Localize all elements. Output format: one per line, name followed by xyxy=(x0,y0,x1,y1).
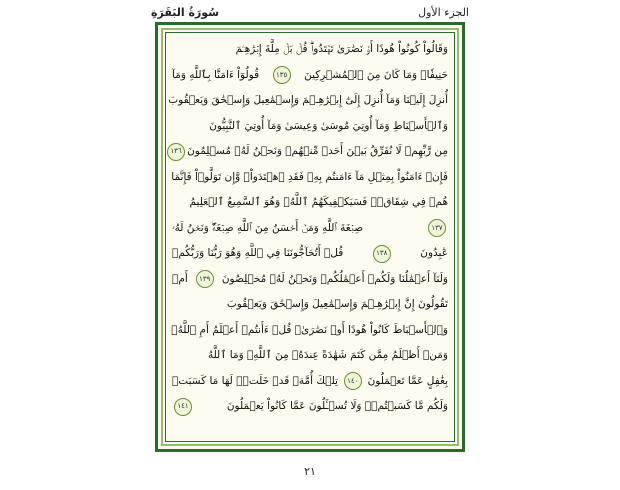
verse-text: وَلَنَآ أَعۡمَٰلُنَا وَلَكُمۡ أَعۡمَٰلُكُمۡ وَنَحۡنُ لَهُۥ مُخۡلِصُونَ xyxy=(221,272,448,285)
verse-text: فَإِنۡ ءَامَنُواْ بِمِثۡلِ مَآ ءَامَنتُم بِهِۦ فَقَدِ ٱهۡتَدَواْۖ وَّإِن تَوَلَّوۡاْ فَإِنَّمَا xyxy=(171,170,448,183)
verse-text-area xyxy=(168,37,448,439)
verse-line xyxy=(172,267,448,293)
verse-text: أُنزِلَ إِلَيۡنَا وَمَآ أُنزِلَ إِلَىٰٓ إِبۡرَٰهِـۧمَ وَإِسۡمَٰعِيلَ وَإِسۡحَٰقَ وَيَعۡقُوبَ xyxy=(168,94,448,106)
verse-text: تِلۡكَ أُمَّةٞ قَدۡ خَلَتۡۖ لَهَا مَا كَسَبَتۡ xyxy=(172,374,338,387)
verse-text: وَٱلۡأَسۡبَاطِ وَمَآ أُوتِيَ مُوسَىٰ وَعِيسَىٰ وَمَآ أُوتِيَ ٱلنَّبِيُّونَ xyxy=(209,119,448,132)
verse-line xyxy=(172,343,448,369)
ayah-number-marker: ١٤٠ xyxy=(344,372,362,390)
verse-text: تَقُولُونَ إِنَّ إِبۡرَٰهِـۧمَ وَإِسۡمَٰعِيلَ وَإِسۡحَٰقَ وَيَعۡقُوبَ xyxy=(226,298,448,310)
page-header xyxy=(145,2,475,22)
verse-text: أَمۡ xyxy=(172,272,188,285)
verse-line xyxy=(172,318,448,344)
verse-line xyxy=(172,165,448,191)
verse-line xyxy=(172,114,448,140)
verse-text: صِبۡغَةَ ٱللَّهِ وَمَنۡ أَحۡسَنُ مِنَ ٱللَّهِ صِبۡغَةٗۖ وَنَحۡنُ لَهُۥ xyxy=(172,221,364,234)
verse-line xyxy=(172,216,448,242)
verse-text: هُمۡ فِي شِقَاقٖۖ فَسَيَكۡفِيكَهُمُ ٱللَّهُۚ وَهُوَ ٱلسَّمِيعُ ٱلۡعَلِيمُ xyxy=(189,196,448,208)
verse-text: عَٰبِدُونَ xyxy=(420,247,448,259)
verse-text: قُولُوٓاْ ءَامَنَّا بِٱللَّهِ وَمَآ xyxy=(172,68,260,81)
ayah-number-marker: ١٣٨ xyxy=(373,245,391,263)
verse-text: وَمَنۡ أَظۡلَمُ مِمَّن كَتَمَ شَهَٰدَةً عِندَهُۥ مِنَ ٱللَّهِۗ وَمَا ٱللَّهُ xyxy=(207,349,448,361)
verse-line xyxy=(172,292,448,318)
verse-line xyxy=(172,190,448,216)
ayah-number-marker: ١٣٦ xyxy=(167,143,185,161)
ayah-number-marker: ١٣٩ xyxy=(196,270,214,288)
ayah-number-marker: ١٣٥ xyxy=(273,66,291,84)
verse-line xyxy=(172,139,448,165)
verse-line xyxy=(172,63,448,89)
verse-text: حَنِيفٗاۖ وَمَا كَانَ مِنَ ٱلۡمُشۡرِكِينَ xyxy=(304,68,448,81)
juz-name: الجزء الأول xyxy=(418,5,469,19)
verse-text: بِغَٰفِلٍ عَمَّا تَعۡمَلُونَ xyxy=(367,374,448,387)
verse-line xyxy=(172,37,448,63)
verse-text: وَلَكُم مَّا كَسَبۡتُمۡۖ وَلَا تُسۡـَٔلُونَ عَمَّا كَانُواْ يَعۡمَلُونَ xyxy=(226,400,448,412)
mushaf-page xyxy=(145,2,475,488)
surah-name: سُورَةُ البَقَرَةِ xyxy=(151,5,220,19)
verse-text: مِن رَّبِّهِمۡ لَا نُفَرِّقُ بَيۡنَ أَحَدٖ مِّنۡهُمۡ وَنَحۡنُ لَهُۥ مُسۡلِمُونَ xyxy=(187,145,448,157)
verse-text: وَقَالُواْ كُونُواْ هُودًا أَوۡ نَصَٰرَىٰ تَهۡتَدُواْۗ قُلۡ بَلۡ مِلَّةَ إِبۡرَٰهِـۧمَ xyxy=(235,43,448,55)
page-number: ٢١ xyxy=(304,465,316,478)
verse-line xyxy=(172,394,448,420)
verse-text: وَٱلۡأَسۡبَاطَ كَانُواْ هُودًا أَوۡ نَصَٰرَىٰۗ قُلۡ ءَأَنتُمۡ أَعۡلَمُ أَمِ ٱللَّهُۗ xyxy=(171,323,448,336)
ornamental-frame xyxy=(155,22,465,452)
verse-line xyxy=(168,88,448,114)
verse-text: قُلۡ أَتُحَآجُّونَنَا فِي ٱللَّهِ وَهُوَ رَبُّنَا وَرَبُّكُمۡ xyxy=(172,247,344,259)
ayah-number-marker: ١٤١ xyxy=(174,398,192,416)
verse-line xyxy=(172,241,448,267)
verse-line xyxy=(172,369,448,395)
ayah-number-marker: ١٣٧ xyxy=(428,219,446,237)
